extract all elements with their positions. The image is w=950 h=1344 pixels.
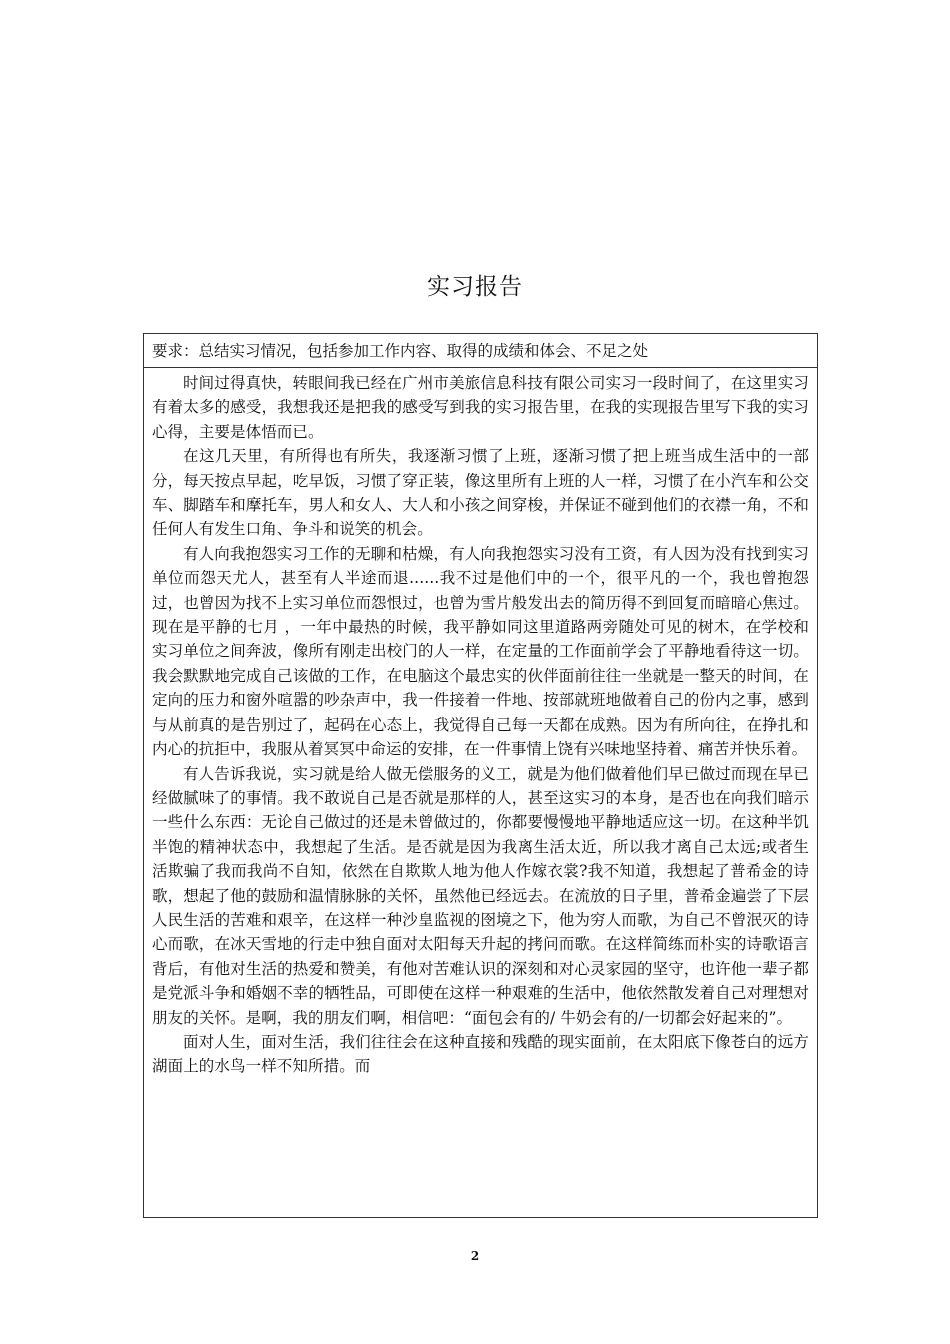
requirement-row: 要求：总结实习情况，包括参加工作内容、取得的成绩和体会、不足之处 <box>144 334 817 368</box>
report-table <box>143 333 818 1218</box>
paragraph-5: 面对人生，面对生活，我们往往会在这种直接和残酷的现实面前，在太阳底下像苍白的远方湖面上的水鸟一样不知所措。而 <box>152 1032 809 1076</box>
report-body <box>144 371 817 1079</box>
paragraph-3: 有人向我抱怨实习工作的无聊和枯燥，有人向我抱怨实习没有工资，有人因为没有找到实习单位而怨天尤人，甚至有人半途而退......我不过是他们中的一个，很平凡的一个，我也曾抱怨过，也曾因为找不上实习单位而怨恨过，也曾为雪片般发出去的简历得不到回复而暗暗心焦过。现在是平静的七月 ，一年中最热的时候，我平静如同这里道路两旁随处可见的树木，在学校和实习单位之间奔波，像所有刚走出校门的人一样，在定量的工作面前学会了平静地看待这一切。我会默默地完成自己该做的工作，在电脑这个最忠实的伙伴面前往往一坐就是一整天的时间，在定向的压力和窗外喧嚣的吵杂声中，我一件接着一件地、按部就班地做着自己的份内之事，感到与从前真的是告别过了，起码在心态上，我觉得自己每一天都在成熟。因为有所向往，在挣扎和内心的抗拒中，我服从着冥冥中命运的安排，在一件事情上饶有兴味地坚持着、痛苦并快乐着。 <box>152 544 809 759</box>
paragraph-4: 有人告诉我说，实习就是给人做无偿服务的义工，就是为他们做着他们早已做过而现在早已经做腻味了的事情。我不敢说自己是否就是那样的人，甚至这实习的本身，是否也在向我们暗示一些什么东西：无论自己做过的还是未曾做过的，你都要慢慢地平静地适应这一切。在这种半饥半饱的精神状态中，我想起了生活。是否就是因为我离生活太近，所以我才离自己太远;或者生活欺骗了我而我尚不自知，依然在自欺欺人地为他人作嫁衣裳?我不知道，我想起了普希金的诗歌，想起了他的鼓励和温情脉脉的关怀，虽然他已经远去。在流放的日子里，普希金遍尝了下层人民生活的苦难和艰辛，在这样一种沙皇监视的囹境之下，他为穷人而歌，为自己不曾泯灭的诗心而歌，在冰天雪地的行走中独自面对太阳每天升起的拷问而歌。在这样简练而朴实的诗歌语言背后，有他对生活的热爱和赞美，有他对苦难认识的深刻和对心灵家园的坚守，也许他一辈子都是党派斗争和婚姻不幸的牺牲品，可即使在这样一种艰难的生活中，他依然散发着自己对理想对朋友的关怀。是啊，我的朋友们啊，相信吧：“面包会有的/ 牛奶会有的/一切都会好起来的”。 <box>152 764 809 1027</box>
paragraph-2: 在这几天里，有所得也有所失，我逐渐习惯了上班，逐渐习惯了把上班当成生活中的一部分，每天按点早起，吃早饭，习惯了穿正装，像这里所有上班的人一样，习惯了在小汽车和公交车、脚踏车和摩托车，男人和女人、大人和小孩之间穿梭，并保证不碰到他们的衣襟一角，不和任何人有发生口角、争斗和说笑的机会。 <box>152 447 809 539</box>
page-title: 实习报告 <box>427 274 523 300</box>
paragraph-1: 时间过得真快，转眼间我已经在广州市美旅信息科技有限公司实习一段时间了，在这里实习有着太多的感受，我想我还是把我的感受写到我的实习报告里，在我的实现报告里写下我的实习心得，主要是体悟而已。 <box>152 374 809 441</box>
page-number: 2 <box>470 1249 480 1263</box>
